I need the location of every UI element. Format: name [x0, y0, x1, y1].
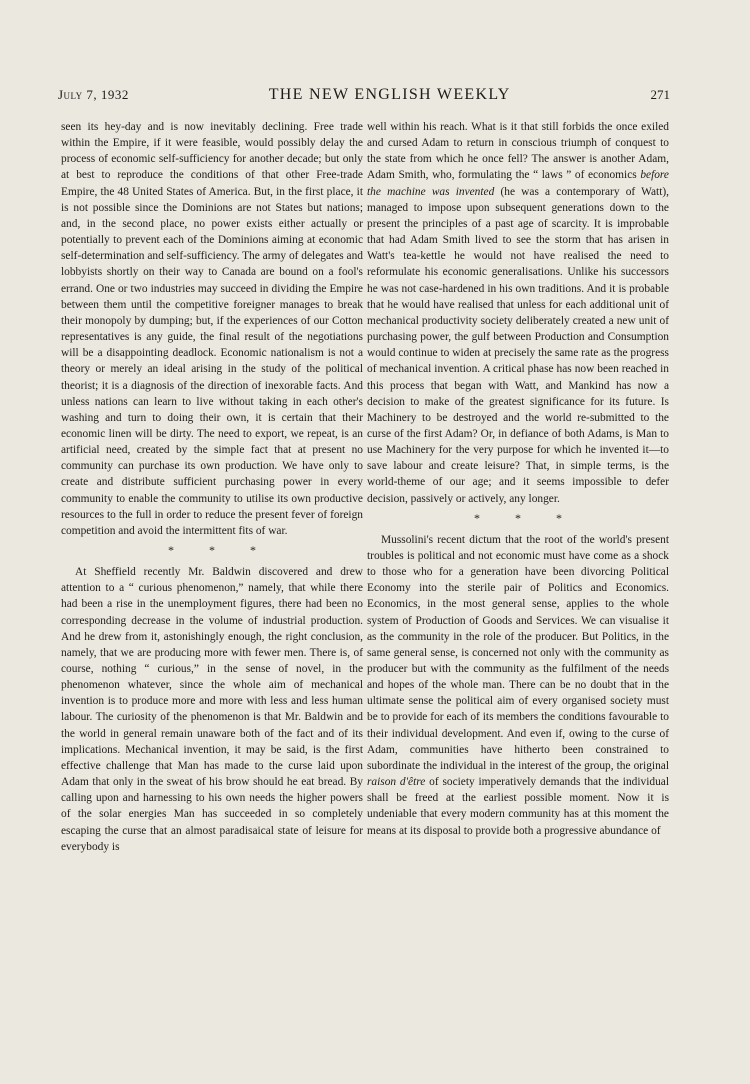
- left-paragraph-2: At Sheffield recently Mr. Baldwin discovered and drew attention to a “ curious phenomenon,” namely, that while there had been a rise in the unemployment figures, there had been no corresponding decrease in the volume of industrial production. And he drew from it, astonishingly enough, the right conclusion, namely, that we are producing more with fewer men. There is, of course, nothing “ curious,” in the sense of novel, in the phenomenon whatever, since the whole aim of mechanical invention is to produce more and more with less and less human labour. The curiosity of the phenomenon is that Mr. Baldwin and the world in general remain unaware both of the fact and of its implications. Mechanical invention, it may be said, is the first effective challenge that Man has made to the curse laid upon Adam that only in the sweat of his brow should he eat bread. By calling upon and harnessing to his own needs the higher powers of the solar energies Man has succeeded in so completely escaping the curse that an almost paradisaical state of leisure for everybody is: [61, 566, 363, 853]
- right-paragraph-1-text-a: well within his reach. What is it that still forbids the once exiled and cursed Adam to return in conscious triumph of conquest to the state from which he once fell? The answer is another Adam, Adam Smith, who, formulating the “ laws ” of economics: [367, 121, 669, 182]
- issue-date: July 7, 1932: [58, 87, 129, 102]
- section-separator: * * *: [168, 543, 272, 558]
- right-column: [367, 119, 669, 839]
- page-number: 271: [650, 87, 670, 102]
- right-paragraph-2: [367, 532, 669, 839]
- right-paragraph-1-text-b: (he was a contemporary of Watt), managed to impose upon subsequent generations down to the present the principles of a past age of scarcity. It is improbable that had Adam Smith lived to see the storm that has arisen in Watt's tea-kettle he would not have realised the need to reformulate his economic generalisations. Unlike his successors he was not case-hardened in his own traditions. And it is probable that he would have realised that unless for each additional unit of mechanical productivity society deliberately created a new unit of purchasing power, the gulf between Production and Consumption would continue to widen at precisely the same rate as the progress of mechanical invention. A critical phase has now been reached in this process that began with Watt, and Mankind has now a decision to make of the greatest significance for its future. Is Machinery to be destroyed and the world re-submitted to the curse of the first Adam? Or, in defiance of both Adams, is Man to use Machinery for the very purpose for which he invented it—to save labour and create leisure? That, in simple terms, is the world-theme of our age; and it seems impossible to defer decision, passively or actively, any longer.: [367, 185, 669, 505]
- page-header: [58, 86, 670, 108]
- right-paragraph-2-text-a: Mussolini's recent dictum that the root of the world's present troubles is political and not economic must have come as a shock to those who for a generation have been divorcing Political Economy into the sterile pair of Politics and Economics. Economics, in the most general sense, applies to the whole system of Production of Goods and Services. We can visualise it as the community in the role of the producer. But Politics, in the same general sense, is concerned not only with the community as producer but with the community as the fulfilment of the needs and hopes of the whole man. There can be no doubt that in the ultimate sense the political aim of every organised society must be to provide for each of its members the conditions favourable to their individual development. And even if, owing to the curse of Adam, communities have hitherto been constrained to subordinate the individual in the interest of the group, the original: [367, 533, 669, 772]
- right-paragraph-1-italic: before the machine was invented: [367, 169, 669, 198]
- publication-title: THE NEW ENGLISH WEEKLY: [268, 86, 511, 103]
- left-column: [61, 119, 363, 855]
- right-paragraph-1: [367, 119, 669, 507]
- right-paragraph-2-italic: raison d'être: [367, 776, 426, 789]
- right-paragraph-2-text-b: of society imperatively demands that the individual shall be freed at the earliest possible moment. Now it is undeniable that every modern community has at this moment the means at its disposal to provide both a progressive abundance of: [367, 776, 669, 837]
- left-paragraph-1: seen its hey-day and is now inevitably declining. Free trade within the Empire, if it were feasible, would possibly delay the process of economic self-sufficiency for another decade; but only at best to reproduce the conditions of that other Free-trade Empire, the 48 United States of America. But, in the first place, it is not possible since the Dominions are not States but nations; and, in the second place, no power exists either actually or potentially to prevent each of the Dominions aiming at economic self-determination and self-sufficiency. The army of delegates and lobbyists shortly on their way to Canada are bound on a fool's errand. One or two industries may succeed in dividing the Empire between them until the competitive foreigner manages to break their monopoly by dumping; but, if the experiences of our Cotton representatives is any guide, the final result of the negotiations will be a disappointing deadlock. Economic nationalism is not a theory or merely an ideal arising in the study of the political theorist; it is a diagnosis of the direction of inexorable facts. And unless nations can learn to live without taking in each other's washing and turn to doing their own, it is certain that their economic linen will be dirty. The need to export, we repeat, is an artificial need, created by the simple fact that at present no community can purchase its own production. We have only to create and distribute sufficient purchasing power in every community to enable the community to utilise its own productive resources to the full in order to reduce the present fever of foreign competition and avoid the intermittent fits of war.: [61, 121, 363, 537]
- section-separator: * * *: [474, 510, 578, 525]
